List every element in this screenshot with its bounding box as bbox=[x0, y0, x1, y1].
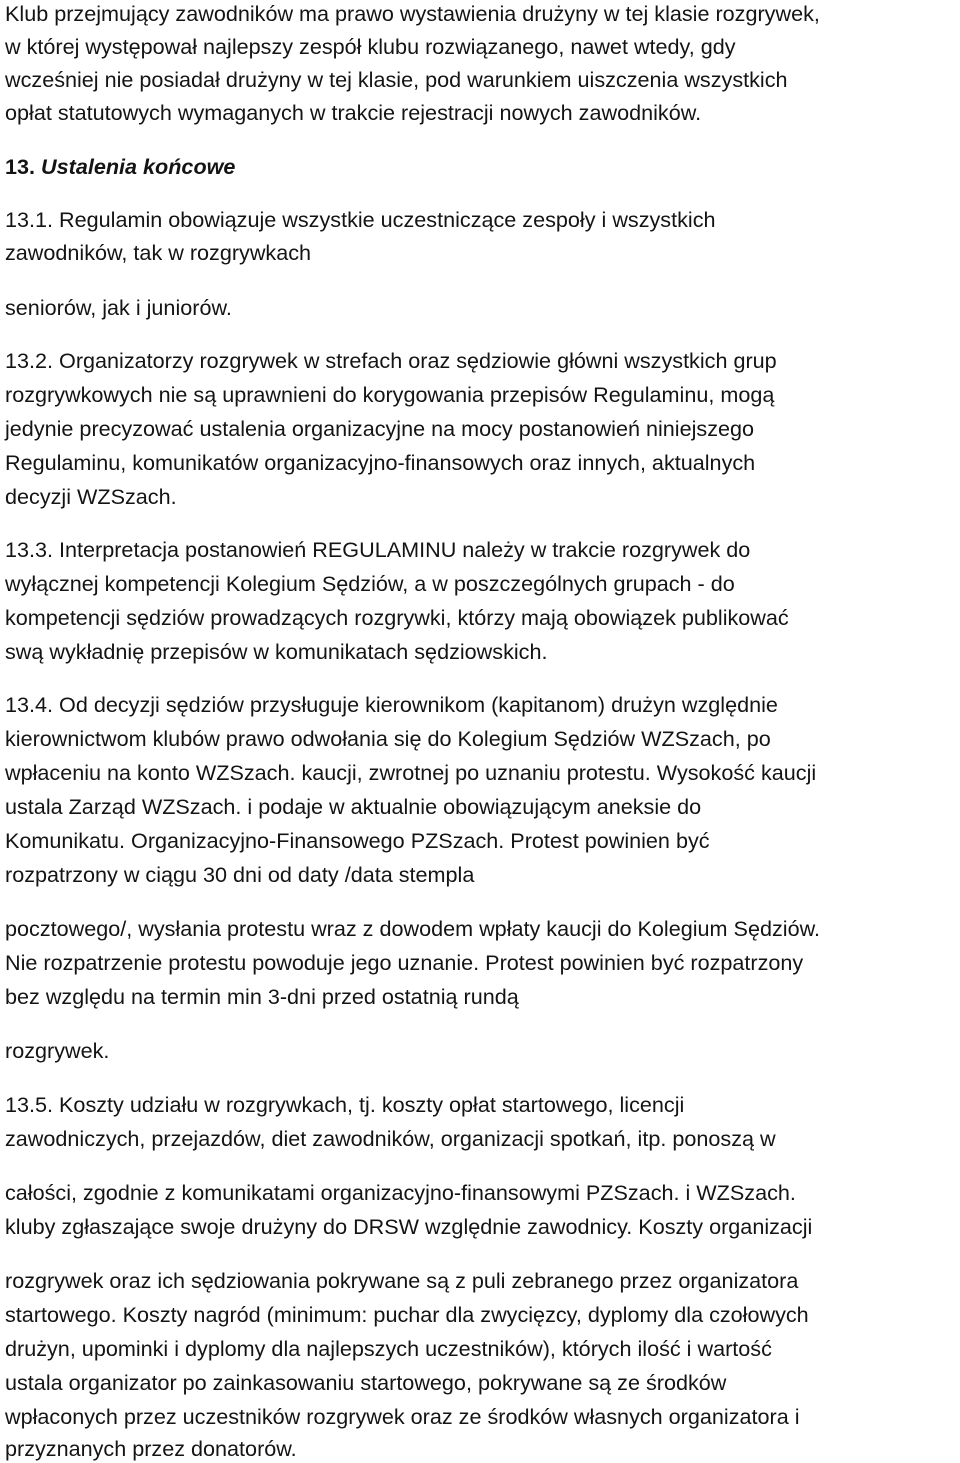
paragraph-13-5-line: kluby zgłaszające swoje drużyny do DRSW względnie zawodnicy. Koszty organizacji bbox=[5, 1214, 813, 1239]
paragraph-13-4-line: 13.4. Od decyzji sędziów przysługuje kierownikom (kapitanom) drużyn względnie bbox=[5, 692, 778, 717]
section-heading bbox=[5, 153, 235, 181]
paragraph-13-2-line: jedynie precyzować ustalenia organizacyjne na mocy postanowień niniejszego bbox=[5, 416, 755, 441]
paragraph-13-5-line: całości, zgodnie z komunikatami organizacyjno-finansowymi PZSzach. i WZSzach. bbox=[5, 1180, 796, 1205]
paragraph-13-4-line: bez względu na termin min 3-dni przed ostatnią rundą bbox=[5, 984, 519, 1009]
paragraph-13-4-line: kierownictwom klubów prawo odwołania się do Kolegium Sędziów WZSzach, po bbox=[5, 726, 771, 751]
paragraph-13-5-line: przyznanych przez donatorów. bbox=[5, 1436, 297, 1461]
paragraph-13-2-line: 13.2. Organizatorzy rozgrywek w strefach oraz sędziowie główni wszystkich grup bbox=[5, 348, 777, 373]
paragraph-13-5-line: rozgrywek oraz ich sędziowania pokrywane są z puli zebranego przez organizatora bbox=[5, 1268, 799, 1293]
paragraph-13-1-line: zawodników, tak w rozgrywkach bbox=[5, 240, 312, 265]
intro-line: Klub przejmujący zawodników ma prawo wystawienia drużyny w tej klasie rozgrywek, bbox=[5, 1, 820, 26]
paragraph-13-3-line: swą wykładnię przepisów w komunikatach sędziowskich. bbox=[5, 639, 548, 664]
paragraph-13-1-line: 13.1. Regulamin obowiązuje wszystkie uczestniczące zespoły i wszystkich bbox=[5, 207, 716, 232]
paragraph-13-4-line: Komunikatu. Organizacyjno-Finansowego PZSzach. Protest powinien być bbox=[5, 828, 710, 853]
paragraph-13-5-line: startowego. Koszty nagród (minimum: puchar dla zwycięzcy, dyplomy dla czołowych bbox=[5, 1302, 809, 1327]
paragraph-13-4-line: rozpatrzony w ciągu 30 dni od daty /data stempla bbox=[5, 862, 475, 887]
paragraph-13-5-line: 13.5. Koszty udziału w rozgrywkach, tj. koszty opłat startowego, licencji bbox=[5, 1092, 685, 1117]
paragraph-13-4-line: wpłaceniu na konto WZSzach. kaucji, zwrotnej po uznaniu protestu. Wysokość kaucji bbox=[5, 760, 817, 785]
paragraph-13-4-line: ustala Zarząd WZSzach. i podaje w aktualnie obowiązującym aneksie do bbox=[5, 794, 702, 819]
intro-line: w której występował najlepszy zespół klubu rozwiązanego, nawet wtedy, gdy bbox=[5, 34, 736, 59]
paragraph-13-3-line: wyłącznej kompetencji Kolegium Sędziów, a w poszczególnych grupach - do bbox=[5, 571, 735, 596]
paragraph-13-3-line: 13.3. Interpretacja postanowień REGULAMINU należy w trakcie rozgrywek do bbox=[5, 537, 751, 562]
intro-line: wcześniej nie posiadał drużyny w tej klasie, pod warunkiem uiszczenia wszystkich bbox=[5, 67, 788, 92]
paragraph-13-4-line: Nie rozpatrzenie protestu powoduje jego uznanie. Protest powinien być rozpatrzony bbox=[5, 950, 804, 975]
paragraph-13-4-line: pocztowego/, wysłania protestu wraz z dowodem wpłaty kaucji do Kolegium Sędziów. bbox=[5, 916, 820, 941]
intro-line: opłat statutowych wymaganych w trakcie rejestracji nowych zawodników. bbox=[5, 100, 702, 125]
section-number: 13. bbox=[5, 154, 36, 179]
paragraph-13-4-line: rozgrywek. bbox=[5, 1038, 110, 1063]
paragraph-13-2-line: decyzji WZSzach. bbox=[5, 484, 177, 509]
paragraph-13-3-line: kompetencji sędziów prowadzących rozgrywki, którzy mają obowiązek publikować bbox=[5, 605, 789, 630]
section-title: Ustalenia końcowe bbox=[41, 154, 236, 179]
paragraph-13-1-line: seniorów, jak i juniorów. bbox=[5, 295, 232, 320]
paragraph-13-5-line: drużyn, upominki i dyplomy dla najlepszych uczestników), których ilość i wartość bbox=[5, 1336, 772, 1361]
paragraph-13-5-line: ustala organizator po zainkasowaniu startowego, pokrywane są ze środków bbox=[5, 1370, 727, 1395]
paragraph-13-5-line: zawodniczych, przejazdów, diet zawodników, organizacji spotkań, itp. ponoszą w bbox=[5, 1126, 776, 1151]
paragraph-13-5-line: wpłaconych przez uczestników rozgrywek oraz ze środków własnych organizatora i bbox=[5, 1404, 800, 1429]
paragraph-13-2-line: rozgrywkowych nie są uprawnieni do korygowania przepisów Regulaminu, mogą bbox=[5, 382, 775, 407]
paragraph-13-2-line: Regulaminu, komunikatów organizacyjno-finansowych oraz innych, aktualnych bbox=[5, 450, 756, 475]
